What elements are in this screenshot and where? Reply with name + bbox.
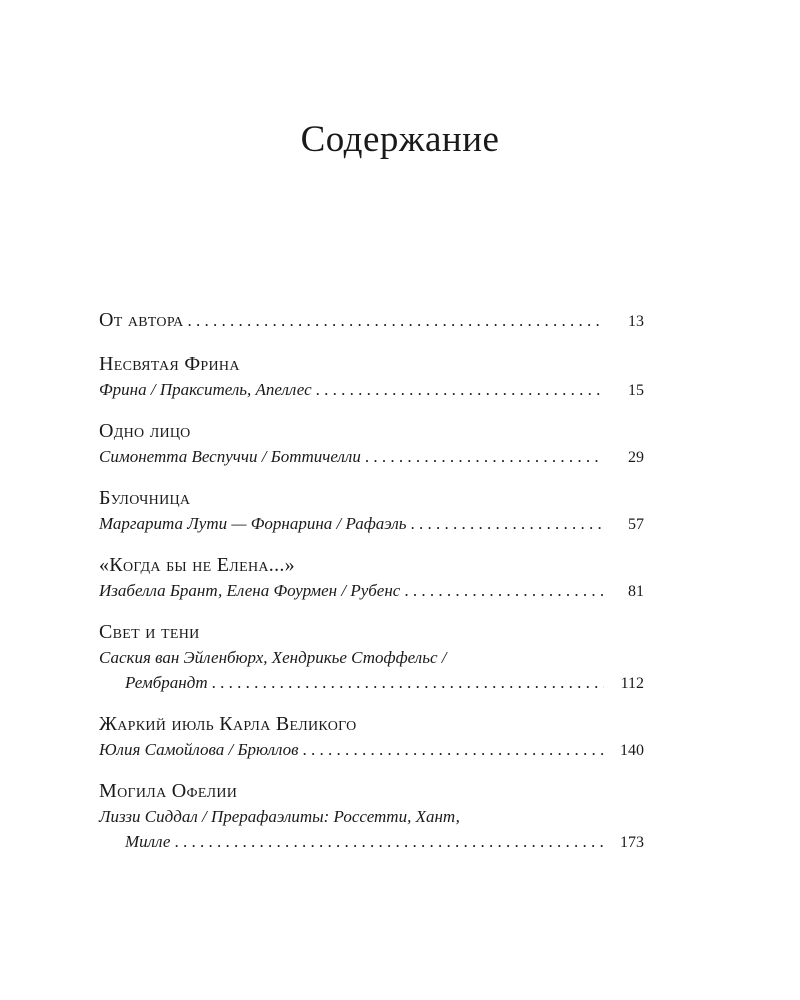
- dot-leader: [404, 578, 604, 603]
- toc-heading: Одно лицо: [99, 420, 191, 442]
- toc-entry: [99, 619, 644, 696]
- toc-subtitle-continuation: Милле: [125, 832, 171, 851]
- toc-heading: Свет и тени: [99, 621, 200, 643]
- toc-entry: [99, 552, 644, 604]
- toc-heading: Жаркий июль Карла Великого: [99, 713, 357, 735]
- toc-entry: [99, 418, 644, 470]
- toc-row: [99, 737, 644, 763]
- dot-leader: [212, 670, 604, 695]
- toc-subtitle: Лиззи Сиддал / Прерафаэлиты: Россетти, Хант,: [99, 807, 460, 826]
- toc-row: [99, 670, 644, 696]
- toc-subtitle: Юлия Самойлова / Брюллов: [99, 740, 299, 759]
- dot-leader: [411, 511, 604, 536]
- page-number: 140: [620, 742, 644, 759]
- toc-entry: [99, 308, 644, 334]
- toc-subtitle: Маргарита Лути — Форнарина / Рафаэль: [99, 514, 407, 533]
- dot-leader: [188, 308, 604, 333]
- toc-heading: Булочница: [99, 487, 191, 509]
- toc-heading: «Когда бы не Елена...»: [99, 554, 295, 576]
- toc-row: [99, 377, 644, 403]
- toc-row: [99, 829, 644, 855]
- toc-entry: [99, 351, 644, 403]
- page-number: 173: [620, 834, 644, 851]
- toc-heading: Несвятая Фрина: [99, 353, 240, 375]
- dot-leader: [174, 829, 604, 854]
- toc-entry: [99, 778, 644, 855]
- toc-heading: Могила Офелии: [99, 780, 238, 802]
- page-number: 81: [628, 583, 644, 600]
- toc-row: [99, 444, 644, 470]
- toc-row: [99, 578, 644, 604]
- toc-row: [99, 511, 644, 537]
- toc-entry: [99, 485, 644, 537]
- toc-subtitle: Изабелла Брант, Елена Фоурмен / Рубенс: [99, 581, 401, 600]
- dot-leader: [365, 444, 604, 469]
- page-number: 112: [620, 675, 644, 692]
- page-title: Содержание: [300, 119, 500, 160]
- toc-subtitle: Симонетта Веспуччи / Боттичелли: [99, 447, 361, 466]
- dot-leader: [316, 377, 604, 402]
- table-of-contents: [99, 308, 644, 855]
- toc-row: [99, 308, 644, 334]
- page-number: 13: [628, 313, 644, 330]
- toc-subtitle: Саския ван Эйленбюрх, Хендрикье Стоффельс /: [99, 648, 447, 667]
- toc-subtitle-continuation: Рембрандт: [125, 673, 208, 692]
- dot-leader: [303, 737, 604, 762]
- toc-entry: [99, 711, 644, 763]
- page-number: 29: [628, 449, 644, 466]
- toc-subtitle: Фрина / Пракситель, Апеллес: [99, 380, 312, 399]
- page-number: 57: [628, 516, 644, 533]
- page-number: 15: [628, 382, 644, 399]
- toc-heading: От автора: [99, 309, 184, 331]
